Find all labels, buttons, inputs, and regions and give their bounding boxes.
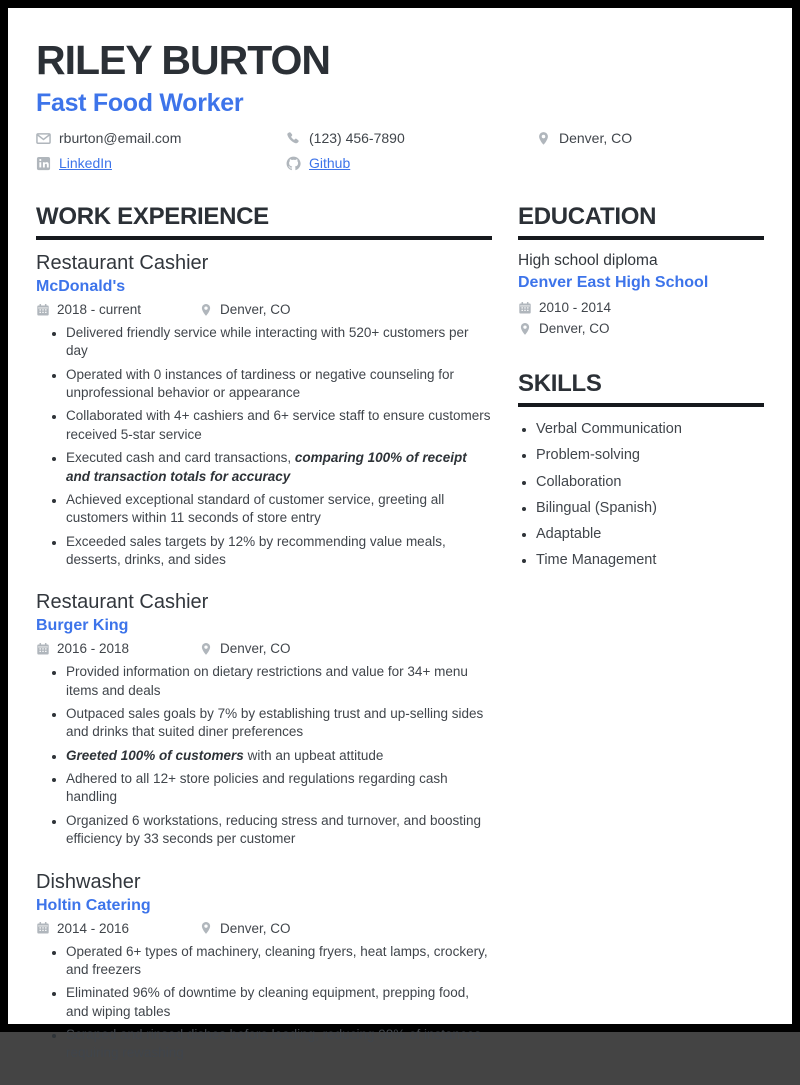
job-location	[199, 302, 291, 317]
location-pin-icon	[518, 322, 532, 336]
job-bullet	[66, 533, 492, 570]
skill-item	[536, 419, 764, 439]
job-bullet	[66, 449, 492, 486]
education-section	[518, 203, 764, 336]
email-icon	[36, 131, 51, 146]
job-bullet	[66, 943, 492, 980]
phone-text: (123) 456-7890	[309, 130, 405, 146]
education-school: Denver East High School	[518, 274, 709, 291]
skills-heading: SKILLS	[518, 370, 764, 407]
candidate-title: Fast Food Worker	[36, 89, 244, 117]
job-bullet-text: Scraped and rinsed dishes before loading, reducing 98% of instances requiring rewashing	[66, 1026, 482, 1061]
job-dates-text: 2018 - current	[57, 302, 142, 317]
contact-linkedin	[36, 155, 286, 171]
job-bullet	[66, 1026, 492, 1063]
calendar-icon	[518, 301, 532, 315]
job-bullet-text: Outpaced sales goals by 7% by establishing trust and up-selling sides and drinks that suited diner preferences	[66, 706, 484, 740]
job-location-text: Denver, CO	[220, 920, 291, 936]
contact-location	[536, 130, 764, 146]
job-dates	[36, 921, 199, 936]
linkedin-icon	[36, 156, 51, 171]
job-bullet-text: Delivered friendly service while interacting with 520+ customers per day	[66, 325, 469, 359]
job-meta	[36, 302, 492, 317]
skill-item	[536, 550, 764, 570]
phone-icon	[286, 131, 301, 146]
job-bullet-text: Organized 6 workstations, reducing stress and turnover, and boosting efficiency by 33 seconds per customer	[66, 812, 481, 847]
skills-list	[518, 419, 764, 571]
skill-item-text: Problem-solving	[536, 447, 640, 464]
candidate-name: RILEY BURTON	[36, 37, 331, 83]
job-bullet-text: Eliminated 96% of downtime by cleaning equipment, prepping food, and wiping tables	[66, 985, 470, 1019]
job-bullet-text: with an upbeat attitude	[243, 747, 384, 763]
job-dates-text: 2014 - 2016	[57, 920, 130, 936]
location-text: Denver, CO	[559, 130, 633, 146]
job-bullet	[66, 366, 492, 403]
job-bullet	[66, 663, 492, 700]
calendar-icon	[36, 921, 50, 935]
resume-body	[36, 203, 764, 1085]
location-pin-icon	[199, 921, 213, 935]
skill-item	[536, 445, 764, 465]
job-meta	[36, 641, 492, 656]
job-entry	[36, 871, 492, 1063]
job-bullet-list	[36, 943, 492, 1063]
location-pin-icon	[199, 303, 213, 317]
work-experience-heading: WORK EXPERIENCE	[36, 203, 492, 240]
job-bullet-text: Exceeded sales targets by 12% by recommending value meals, desserts, drinks, and sides	[66, 533, 446, 567]
resume-header	[36, 37, 764, 171]
contact-github	[286, 155, 536, 171]
skill-item-text: Bilingual (Spanish)	[536, 499, 657, 516]
job-title: Restaurant Cashier	[36, 252, 209, 274]
skill-item-text: Verbal Communication	[536, 421, 682, 437]
education-location-text: Denver, CO	[539, 321, 610, 336]
calendar-icon	[36, 303, 50, 317]
job-bullet-text: Executed cash and card transactions,	[66, 450, 295, 466]
linkedin-link[interactable]: LinkedIn	[59, 155, 112, 171]
job-bullet-text: Provided information on dietary restrictions and value for 34+ menu items and deals	[66, 664, 468, 698]
job-title: Restaurant Cashier	[36, 591, 209, 614]
job-location	[199, 641, 291, 656]
job-meta	[36, 921, 492, 936]
job-company: Holtin Catering	[36, 896, 151, 914]
job-bullet	[66, 770, 492, 807]
skills-section	[518, 370, 764, 571]
contact-email	[36, 130, 286, 146]
resume-sheet	[8, 8, 792, 1061]
job-company: McDonald's	[36, 278, 126, 295]
contact-info	[36, 130, 764, 171]
github-icon	[286, 156, 301, 171]
work-experience-column	[36, 203, 492, 1085]
contact-phone	[286, 130, 536, 146]
job-bullet-text: Operated with 0 instances of tardiness or negative counseling for unprofessional behavior or appearance	[66, 366, 454, 401]
job-location-text: Denver, CO	[220, 302, 291, 317]
education-location	[518, 321, 764, 336]
job-dates	[36, 641, 199, 656]
skill-item-text: Adaptable	[536, 526, 602, 543]
job-bullet	[66, 705, 492, 742]
job-bullet	[66, 812, 492, 849]
education-heading: EDUCATION	[518, 203, 764, 240]
job-location-text: Denver, CO	[220, 641, 291, 657]
job-bullet	[66, 984, 492, 1021]
job-dates	[36, 302, 199, 317]
job-bullet-list	[36, 663, 492, 848]
job-bullet-text: Collaborated with 4+ cashiers and 6+ service staff to ensure customers received 5-star service	[66, 408, 491, 442]
job-bullet-text: comparing 100% of receipt and transaction totals for accuracy	[66, 450, 467, 484]
sidebar-column	[518, 203, 764, 1085]
education-dates	[518, 300, 764, 315]
job-bullet-text: Operated 6+ types of machinery, cleaning fryers, heat lamps, crockery, and freezers	[66, 943, 488, 977]
job-title: Dishwasher	[36, 870, 141, 893]
github-link[interactable]: Github	[309, 155, 351, 171]
job-bullet-list	[36, 324, 492, 569]
calendar-icon	[36, 642, 50, 656]
job-company: Burger King	[36, 617, 129, 635]
education-dates-text: 2010 - 2014	[539, 300, 612, 315]
job-bullet	[66, 747, 492, 765]
education-meta	[518, 300, 764, 336]
education-degree: High school diploma	[518, 252, 658, 269]
job-bullet	[66, 324, 492, 361]
job-entry	[36, 591, 492, 848]
location-pin-icon	[536, 131, 551, 146]
job-bullet-text: Achieved exceptional standard of customer service, greeting all customers within 11 seconds of store entry	[66, 491, 445, 526]
skill-item	[536, 524, 764, 544]
skill-item-text: Time Management	[536, 552, 657, 569]
email-text: rburton@email.com	[59, 130, 182, 146]
job-bullet-text: Greeted 100% of customers	[66, 747, 244, 763]
job-bullet	[66, 407, 492, 444]
skill-item	[536, 472, 764, 492]
skill-item	[536, 498, 764, 518]
location-pin-icon	[199, 642, 213, 656]
skill-item-text: Collaboration	[536, 473, 622, 490]
job-location	[199, 921, 291, 936]
job-dates-text: 2016 - 2018	[57, 641, 130, 657]
job-bullet	[66, 491, 492, 528]
job-bullet-text: Adhered to all 12+ store policies and regulations regarding cash handling	[66, 771, 448, 805]
job-entry	[36, 252, 492, 569]
